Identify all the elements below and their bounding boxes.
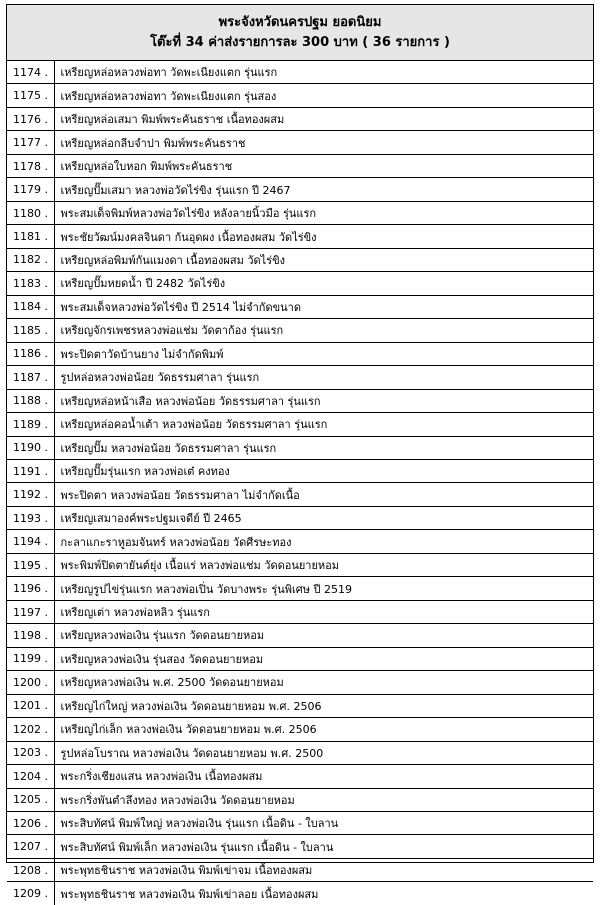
- item-number: 1209 .: [7, 882, 54, 905]
- item-description: รูปหล่อโบราณ หลวงพ่อเงิน วัดดอนยายหอม พ.ศ. 2500: [54, 741, 593, 764]
- item-number: 1198 .: [7, 624, 54, 647]
- item-description: เหรียญหล่อใบหอก พิมพ์พระคันธราช: [54, 154, 593, 177]
- item-number: 1174 .: [7, 61, 54, 84]
- item-description: พระปิดตา หลวงพ่อน้อย วัดธรรมศาลา ไม่จำกัดเนื้อ: [54, 483, 593, 506]
- item-number: 1187 .: [7, 366, 54, 389]
- item-number: 1180 .: [7, 201, 54, 224]
- item-description: เหรียญปั๊ม หลวงพ่อน้อย วัดธรรมศาลา รุ่นแรก: [54, 436, 593, 459]
- table-row: [7, 483, 593, 506]
- table-row: [7, 694, 593, 717]
- item-description: พระปิดตาวัดบ้านยาง ไม่จำกัดพิมพ์: [54, 342, 593, 365]
- item-number: 1176 .: [7, 107, 54, 130]
- item-description: เหรียญหล่อหลวงพ่อทา วัดพะเนียงแตก รุ่นสอง: [54, 84, 593, 107]
- list-header: [7, 5, 593, 61]
- item-number: 1207 .: [7, 835, 54, 858]
- table-row: [7, 741, 593, 764]
- item-description: พระพุทธชินราช หลวงพ่อเงิน พิมพ์เข่าจม เนื้อทองผสม: [54, 858, 593, 881]
- item-description: พระชัยวัฒน์มงคลจินดา ก้นอุดผง เนื้อทองผสม วัดไร่ขิง: [54, 225, 593, 248]
- table-row: [7, 366, 593, 389]
- table-row: [7, 553, 593, 576]
- table-row: [7, 201, 593, 224]
- table-row: [7, 718, 593, 741]
- item-number: 1182 .: [7, 248, 54, 271]
- item-description: เหรียญหล่อหลวงพ่อทา วัดพะเนียงแตก รุ่นแรก: [54, 61, 593, 84]
- item-number: 1185 .: [7, 319, 54, 342]
- item-number: 1197 .: [7, 600, 54, 623]
- table-row: [7, 225, 593, 248]
- table-row: [7, 624, 593, 647]
- item-description: รูปหล่อหลวงพ่อน้อย วัดธรรมศาลา รุ่นแรก: [54, 366, 593, 389]
- table-row: [7, 812, 593, 835]
- table-row: [7, 765, 593, 788]
- item-description: เหรียญเสมาองค์พระปฐมเจดีย์ ปี 2465: [54, 506, 593, 529]
- table-row: [7, 600, 593, 623]
- items-table: [7, 61, 593, 905]
- item-description: เหรียญหล่อหน้าเสือ หลวงพ่อน้อย วัดธรรมศาลา รุ่นแรก: [54, 389, 593, 412]
- item-description: พระสมเด็จหลวงพ่อวัดไร่ขิง ปี 2514 ไม่จำกัดขนาด: [54, 295, 593, 318]
- item-number: 1183 .: [7, 272, 54, 295]
- item-description: พระสิบทัศน์ พิมพ์เล็ก หลวงพ่อเงิน รุ่นแรก เนื้อดิน - ใบลาน: [54, 835, 593, 858]
- item-description: เหรียญหลวงพ่อเงิน พ.ศ. 2500 วัดดอนยายหอม: [54, 671, 593, 694]
- table-row: [7, 835, 593, 858]
- table-row: [7, 178, 593, 201]
- table-row: [7, 647, 593, 670]
- item-number: 1199 .: [7, 647, 54, 670]
- item-number: 1186 .: [7, 342, 54, 365]
- item-description: พระพุทธชินราช หลวงพ่อเงิน พิมพ์เข่าลอย เนื้อทองผสม: [60, 887, 319, 901]
- table-row: [7, 506, 593, 529]
- item-number: 1204 .: [7, 765, 54, 788]
- item-number: 1206 .: [7, 812, 54, 835]
- item-number: 1195 .: [7, 553, 54, 576]
- item-description: เหรียญไก่เล็ก หลวงพ่อเงิน วัดดอนยายหอม พ.ศ. 2506: [54, 718, 593, 741]
- item-number: 1190 .: [7, 436, 54, 459]
- item-description: เหรียญปั๊มหยดน้ำ ปี 2482 วัดไร่ขิง: [54, 272, 593, 295]
- table-row: [7, 154, 593, 177]
- item-description: เหรียญจักรเพชรหลวงพ่อแช่ม วัดตาก้อง รุ่นแรก: [54, 319, 593, 342]
- table-row: [7, 788, 593, 811]
- item-description: เหรียญไก่ใหญ่ หลวงพ่อเงิน วัดดอนยายหอม พ.ศ. 2506: [54, 694, 593, 717]
- item-number: 1188 .: [7, 389, 54, 412]
- table-row: [7, 272, 593, 295]
- table-row: [7, 882, 593, 905]
- table-row: [7, 413, 593, 436]
- item-number: 1178 .: [7, 154, 54, 177]
- item-number: 1177 .: [7, 131, 54, 154]
- item-number: 1191 .: [7, 459, 54, 482]
- table-row: [7, 577, 593, 600]
- table-row: [7, 342, 593, 365]
- item-number: 1179 .: [7, 178, 54, 201]
- list-subtitle: โต๊ะที่ 34 ค่าส่งรายการละ 300 บาท ( 36 รายการ ): [150, 34, 450, 50]
- item-number: 1192 .: [7, 483, 54, 506]
- table-row: [7, 295, 593, 318]
- table-row: [7, 107, 593, 130]
- item-number: 1200 .: [7, 671, 54, 694]
- table-row: [7, 248, 593, 271]
- table-row: [7, 530, 593, 553]
- table-row: [7, 459, 593, 482]
- item-description: พระพิมพ์ปิดตายันต์ยุ่ง เนื้อแร่ หลวงพ่อแช่ม วัดดอนยายหอม: [54, 553, 593, 576]
- table-row: [7, 84, 593, 107]
- list-title: พระจังหวัดนครปฐม ยอดนิยม: [218, 14, 382, 30]
- item-description: พระกริ่งพันตำลึงทอง หลวงพ่อเงิน วัดดอนยายหอม: [54, 788, 593, 811]
- item-number: 1202 .: [7, 718, 54, 741]
- item-description: เหรียญปั๊มรุ่นแรก หลวงพ่อเต๋ คงทอง: [54, 459, 593, 482]
- item-description: เหรียญเต่า หลวงพ่อหลิว รุ่นแรก: [54, 600, 593, 623]
- item-number: 1205 .: [7, 788, 54, 811]
- item-description: พระกริ่งเชียงแสน หลวงพ่อเงิน เนื้อทองผสม: [54, 765, 593, 788]
- table-row: [7, 436, 593, 459]
- item-number: 1208 .: [7, 858, 54, 881]
- table-row: [7, 319, 593, 342]
- item-number: 1175 .: [7, 84, 54, 107]
- item-number: 1203 .: [7, 741, 54, 764]
- table-row: [7, 671, 593, 694]
- item-description: พระสมเด็จพิมพ์หลวงพ่อวัดไร่ขิง หลังลายนิ้วมือ รุ่นแรก: [54, 201, 593, 224]
- item-description: เหรียญรูปไข่รุ่นแรก หลวงพ่อเปิ่น วัดบางพระ รุ่นพิเศษ ปี 2519: [54, 577, 593, 600]
- item-description: เหรียญปั๊มเสมา หลวงพ่อวัดไร่ขิง รุ่นแรก ปี 2467: [54, 178, 593, 201]
- item-description: เหรียญหล่อคอน้ำเต้า หลวงพ่อน้อย วัดธรรมศาลา รุ่นแรก: [54, 413, 593, 436]
- item-number: 1184 .: [7, 295, 54, 318]
- item-description: เหรียญหล่อเสมา พิมพ์พระคันธราช เนื้อทองผสม: [54, 107, 593, 130]
- item-description: กะลาแกะราหูอมจันทร์ หลวงพ่อน้อย วัดศีรษะทอง: [54, 530, 593, 553]
- item-description: เหรียญหล่อพิมพ์กันแมงดา เนื้อทองผสม วัดไร่ขิง: [54, 248, 593, 271]
- item-number: 1181 .: [7, 225, 54, 248]
- item-description: พระสิบทัศน์ พิมพ์ใหญ่ หลวงพ่อเงิน รุ่นแรก เนื้อดิน - ใบลาน: [54, 812, 593, 835]
- item-description: เหรียญหลวงพ่อเงิน รุ่นแรก วัดดอนยายหอม: [54, 624, 593, 647]
- table-row: [7, 389, 593, 412]
- item-number: 1201 .: [7, 694, 54, 717]
- item-number: 1194 .: [7, 530, 54, 553]
- item-number: 1193 .: [7, 506, 54, 529]
- item-number: 1196 .: [7, 577, 54, 600]
- auction-list-sheet: [6, 4, 594, 901]
- table-row: [7, 61, 593, 84]
- item-number: 1189 .: [7, 413, 54, 436]
- item-description: เหรียญหลวงพ่อเงิน รุ่นสอง วัดดอนยายหอม: [54, 647, 593, 670]
- table-row: [7, 858, 593, 881]
- item-description: เหรียญหล่อกลีบจำปา พิมพ์พระคันธราช: [54, 131, 593, 154]
- table-row: [7, 131, 593, 154]
